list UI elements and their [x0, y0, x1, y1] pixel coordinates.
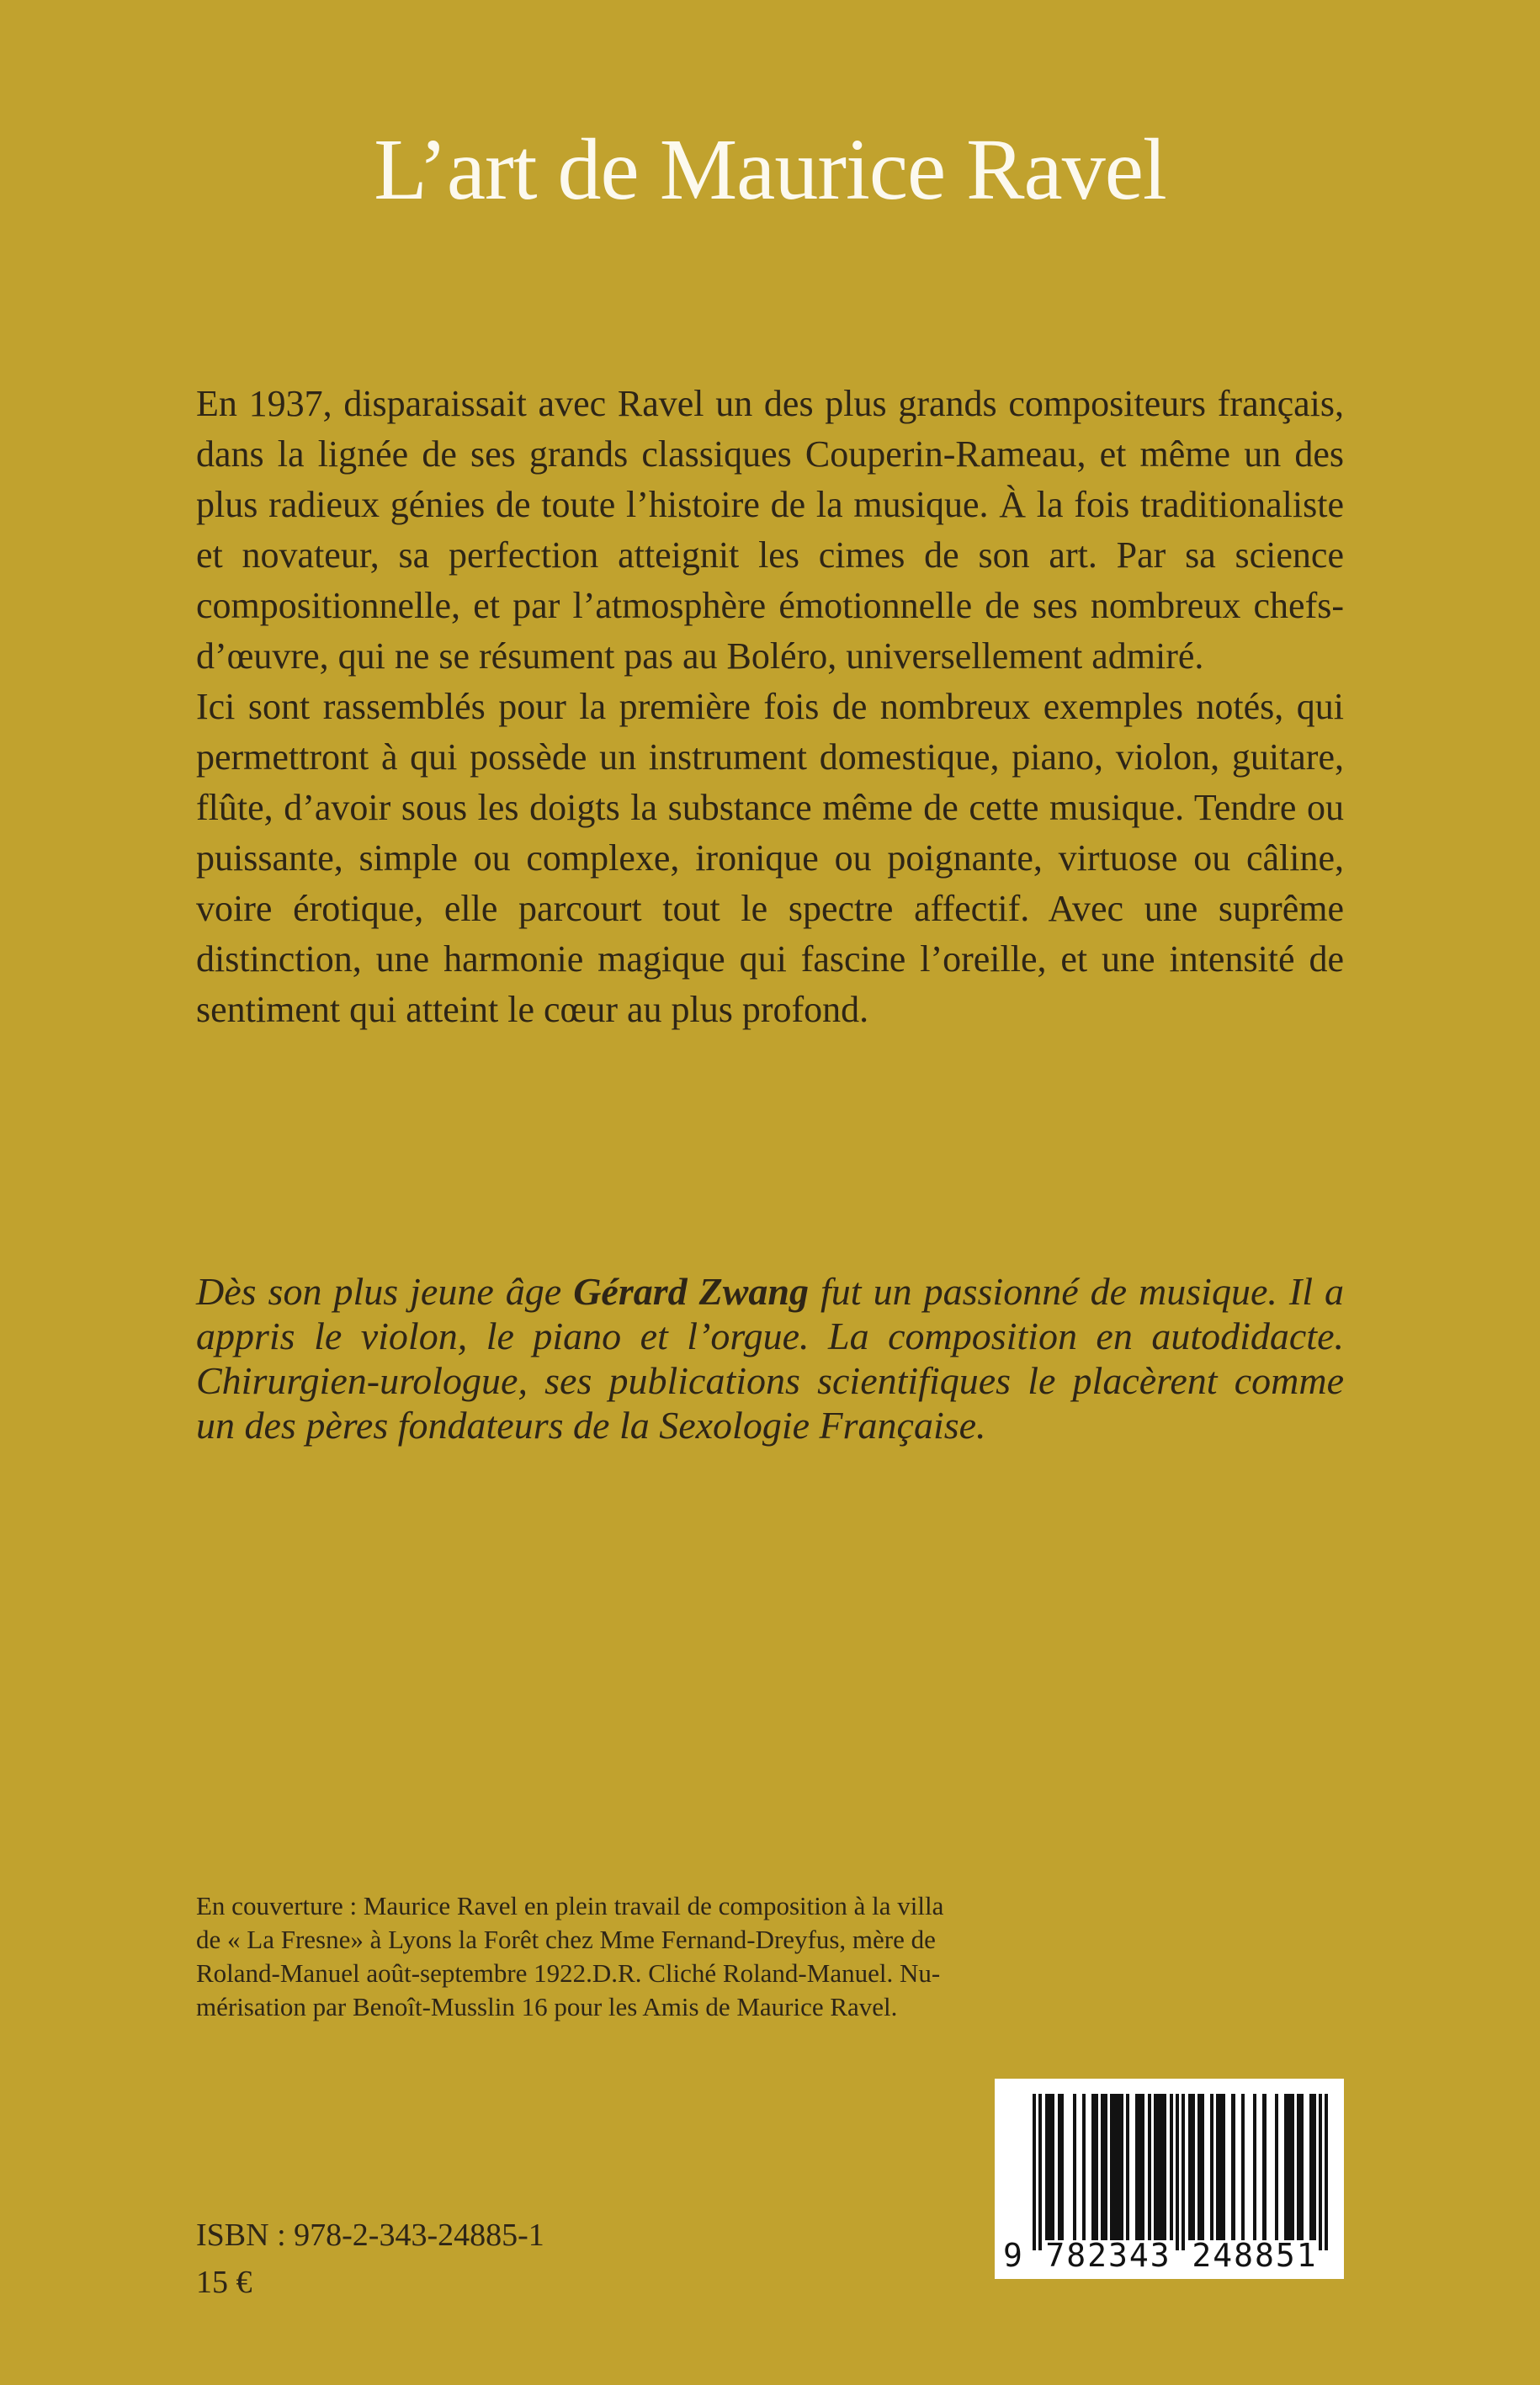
barcode-bars — [1033, 2094, 1328, 2250]
barcode-bar — [1060, 2094, 1064, 2240]
barcode-bar — [1182, 2094, 1185, 2250]
barcode-bar — [1126, 2094, 1129, 2240]
barcode-bar — [1300, 2094, 1304, 2240]
barcode-bar — [1191, 2094, 1194, 2240]
barcode-bar — [1170, 2094, 1173, 2240]
barcode-bar — [1148, 2094, 1151, 2240]
isbn-price-block — [196, 2212, 785, 2306]
barcode-bar — [1038, 2094, 1042, 2250]
barcode-digit-first: 9 — [1003, 2237, 1022, 2274]
price-label: 15 € — [196, 2265, 252, 2300]
synopsis-paragraph-2: Ici sont rassemblés pour la première fois de nombreux exemples notés, qui permettront à qui possède un instrument domestique, piano, violon, guitare, flûte, d’avoir sous les doigts la substance même de cette musique. Tendre ou puissante, simple ou complexe, ironique ou poignante, virtuose ou câline, voire érotique, elle parcourt tout le spectre affectif. Avec une suprême distinction, une harmonie magique qui fascine l’oreille, et une intensité de sentiment qui atteint le cœur au plus profond. — [196, 686, 1344, 1030]
cover-credit-line: En couverture : Maurice Ravel en plein travail de composition à la villa — [196, 1891, 944, 1920]
barcode-bar — [1082, 2094, 1086, 2240]
barcode-bar — [1253, 2094, 1256, 2240]
author-bio — [196, 1269, 1344, 1447]
isbn-label: ISBN : 978-2-343-24885-1 — [196, 2218, 544, 2253]
barcode-bar — [1231, 2094, 1235, 2240]
barcode-bar — [1051, 2094, 1054, 2240]
barcode-bar — [1325, 2094, 1328, 2250]
barcode-bar — [1095, 2094, 1098, 2240]
barcode-bar — [1319, 2094, 1322, 2250]
barcode-digits-left: 782343 — [1045, 2237, 1171, 2274]
barcode-bar — [1163, 2094, 1166, 2240]
barcode-bar — [1201, 2094, 1204, 2240]
barcode-digits — [995, 2237, 1344, 2274]
barcode-bar — [1210, 2094, 1213, 2240]
barcode-bar — [1222, 2094, 1225, 2240]
cover-photo-credit — [196, 1889, 1122, 2024]
synopsis-paragraph-1: En 1937, disparaissait avec Ravel un des plus grands compositeurs français, dans la lignée de ses grands classiques Couperin-Rameau, et même un des plus radieux génies de toute l’histoire de la musique. À la fois traditionaliste et novateur, sa perfection atteignit les cimes de son art. Par sa science compositionnelle, et par l’atmosphère émotionnelle de ses nombreux chefs-d’œuvre, qui ne se résument pas au Boléro, universellement admiré. — [196, 383, 1344, 677]
barcode-bar — [1176, 2094, 1179, 2250]
book-title: L’art de Maurice Ravel — [374, 121, 1166, 218]
barcode-bar — [1073, 2094, 1076, 2240]
cover-credit-line: Roland-Manuel août-septembre 1922.D.R. Cliché Roland-Manuel. Nu- — [196, 1958, 941, 1988]
author-bio-suffix: fut un passionné de musique. Il a appris le violon, le piano et l’orgue. La composition en autodidacte. Chirurgien-urologue, ses publications scientifiques le placèrent comme un des pères fondateurs de la Sexologie Française. — [196, 1270, 1344, 1447]
barcode-bar — [1104, 2094, 1107, 2240]
barcode-bar — [1291, 2094, 1294, 2240]
barcode-bar — [1119, 2094, 1123, 2240]
author-name: Gérard Zwang — [573, 1270, 810, 1313]
barcode-bar — [1262, 2094, 1266, 2240]
barcode-digits-right: 248851 — [1192, 2237, 1318, 2274]
barcode-bar — [1141, 2094, 1144, 2240]
barcode-bar — [1313, 2094, 1316, 2240]
synopsis — [196, 379, 1344, 1035]
cover-credit-line: de « La Fresne» à Lyons la Forêt chez Mme Fernand-Dreyfus, mère de — [196, 1925, 936, 1954]
barcode-bar — [1275, 2094, 1278, 2240]
author-bio-prefix: Dès son plus jeune âge — [196, 1270, 574, 1313]
barcode-bar — [1241, 2094, 1245, 2240]
cover-credit-line: mérisation par Benoît-Musslin 16 pour les Amis de Maurice Ravel. — [196, 1992, 898, 2021]
ean13-barcode — [995, 2079, 1344, 2279]
barcode-bar — [1033, 2094, 1036, 2250]
